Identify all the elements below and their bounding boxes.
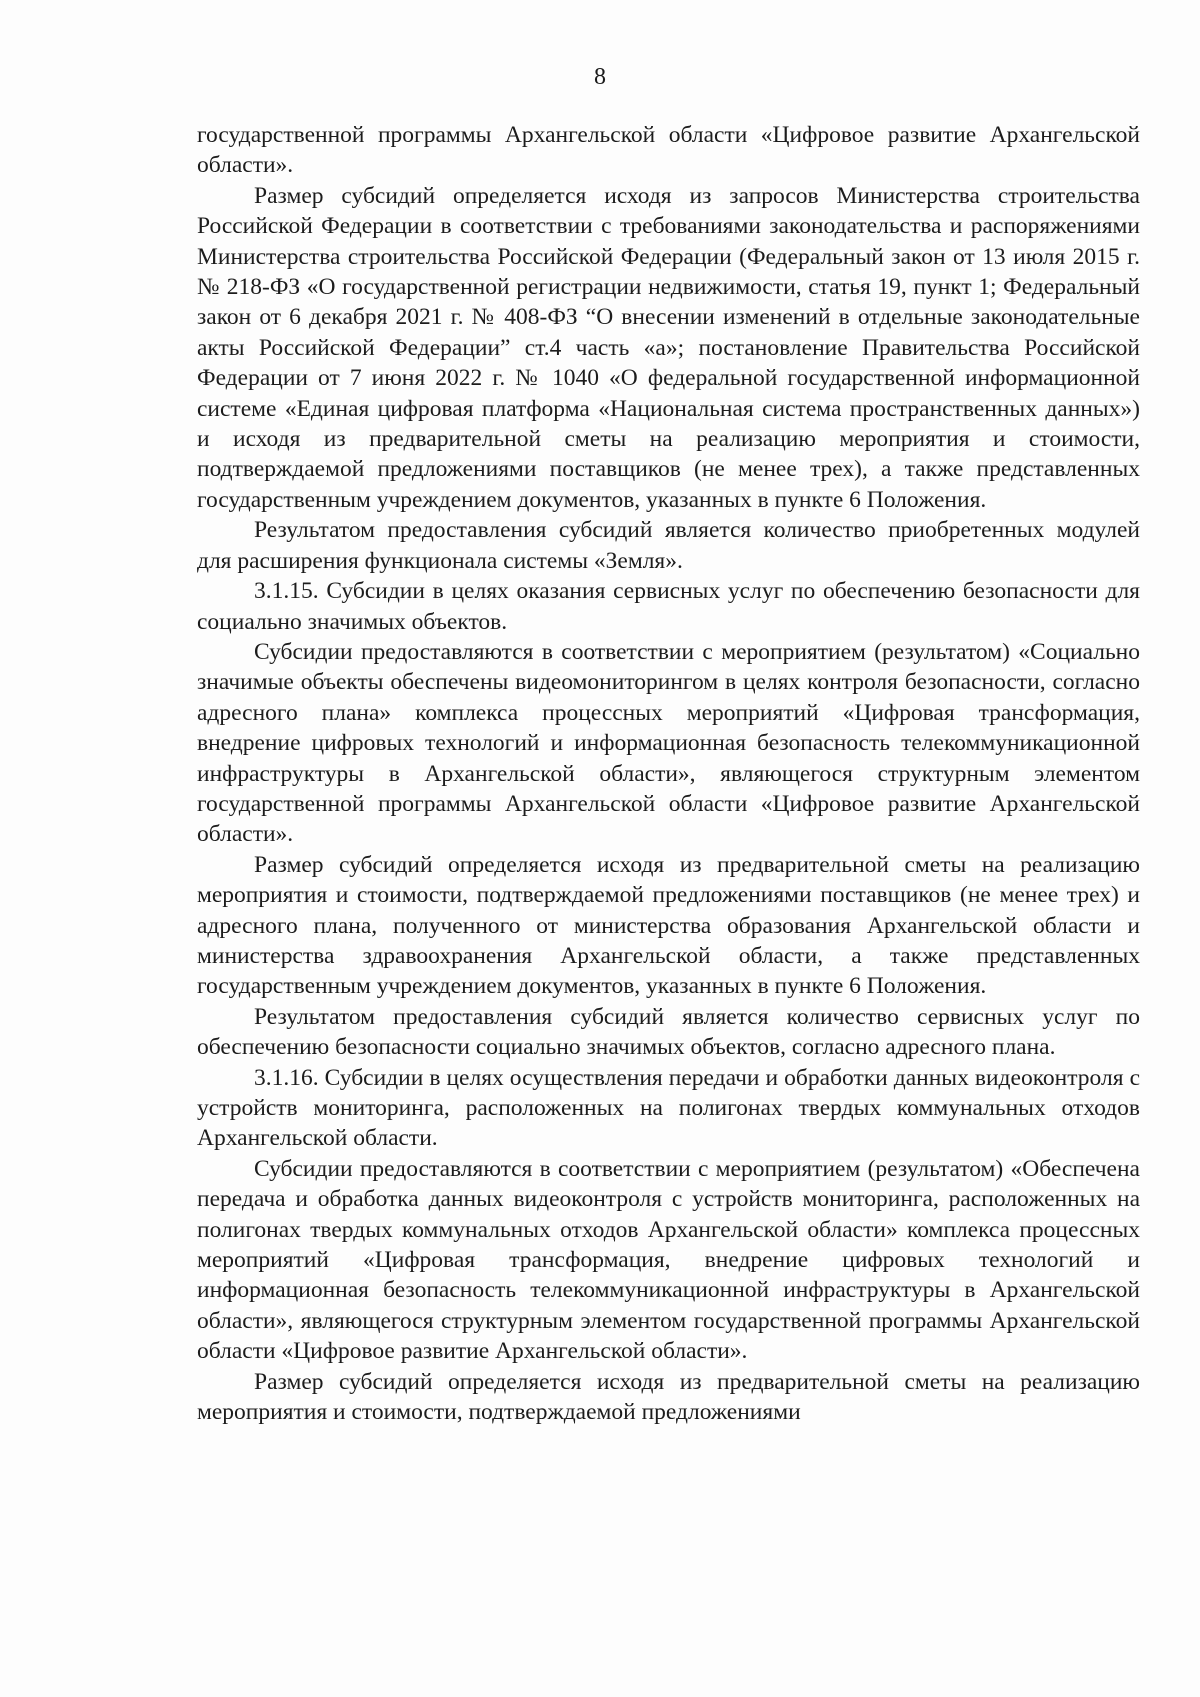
page-number: 8 (594, 64, 606, 90)
paragraph-continuation: государственной программы Архангельской области «Цифровое развитие Архангельской области». (197, 122, 1140, 179)
paragraph-subsidy-size-security: Размер субсидий определяется исходя из предварительной сметы на реализацию мероприятия и стоимости, подтверждаемой предложениями поставщиков (не менее трех) и адресного плана, полученного от министерства образования Архангельской области и министерства здравоохранения Архангельской области, а также представленных государственным учреждением документов, указанных в пункте 6 Положения. (197, 851, 1140, 1000)
paragraph-subsidy-size-waste: Размер субсидий определяется исходя из предварительной сметы на реализацию мероприятия и стоимости, подтверждаемой предложениями (197, 1368, 1140, 1426)
paragraph-subsidy-provision-video: Субсидии предоставляются в соответствии с мероприятием (результатом) «Социально значимые объекты обеспечены видеомониторингом в целях контроля безопасности, согласно адресного плана» комплекса процессных мероприятий «Цифровая трансформация, внедрение цифровых технологий и информационная безопасность телекоммуникационной инфраструктуры в Архангельской области», являющегося структурным элементом государственной программы Архангельской области «Цифровое развитие Архангельской области». (197, 638, 1140, 848)
paragraph-clause-3-1-15: 3.1.15. Субсидии в целях оказания сервисных услуг по обеспечению безопасности для социально значимых объектов. (197, 578, 1140, 635)
paragraph-result-security: Результатом предоставления субсидий является количество сервисных услуг по обеспечению безопасности социально значимых объектов, согласно адресного плана. (197, 1003, 1140, 1061)
paragraph-subsidy-provision-waste: Субсидии предоставляются в соответствии с мероприятием (результатом) «Обеспечена передача и обработка данных видеоконтроля с устройств мониторинга, расположенных на полигонах твердых коммунальных отходов Архангельской области» комплекса процессных мероприятий «Цифровая трансформация, внедрение цифровых технологий и информационная безопасность телекоммуникационной инфраструктуры в Архангельской области», являющегося структурным элементом государственной программы Архангельской области «Цифровое развитие Архангельской области». (197, 1155, 1140, 1365)
document-body (197, 120, 1140, 1427)
paragraph-subsidy-size-construction: Размер субсидий определяется исходя из запросов Министерства строительства Российской Федерации в соответствии с требованиями законодательства и распоряжениями Министерства строительства Российской Федерации (Федеральный закон от 13 июля 2015 г. № 218-ФЗ «О государственной регистрации недвижимости, статья 19, пункт 1; Федеральный закон от 6 декабря 2021 г. № 408-ФЗ “О внесении изменений в отдельные законодательные акты Российской Федерации” ст.4 часть «а»; постановление Правительства Российской Федерации от 7 июня 2022 г. № 1040 «О федеральной государственной информационной системе «Единая цифровая платформа «Национальная система пространственных данных») и исходя из предварительной сметы на реализацию мероприятия и стоимости, подтверждаемой предложениями поставщиков (не менее трех), а также представленных государственным учреждением документов, указанных в пункте 6 Положения. (197, 182, 1140, 513)
paragraph-result-modules: Результатом предоставления субсидий является количество приобретенных модулей для расширения функционала системы «Земля». (197, 517, 1140, 574)
paragraph-clause-3-1-16: 3.1.16. Субсидии в целях осуществления передачи и обработки данных видеоконтроля с устройств мониторинга, расположенных на полигонах твердых коммунальных отходов Архангельской области. (197, 1064, 1140, 1152)
